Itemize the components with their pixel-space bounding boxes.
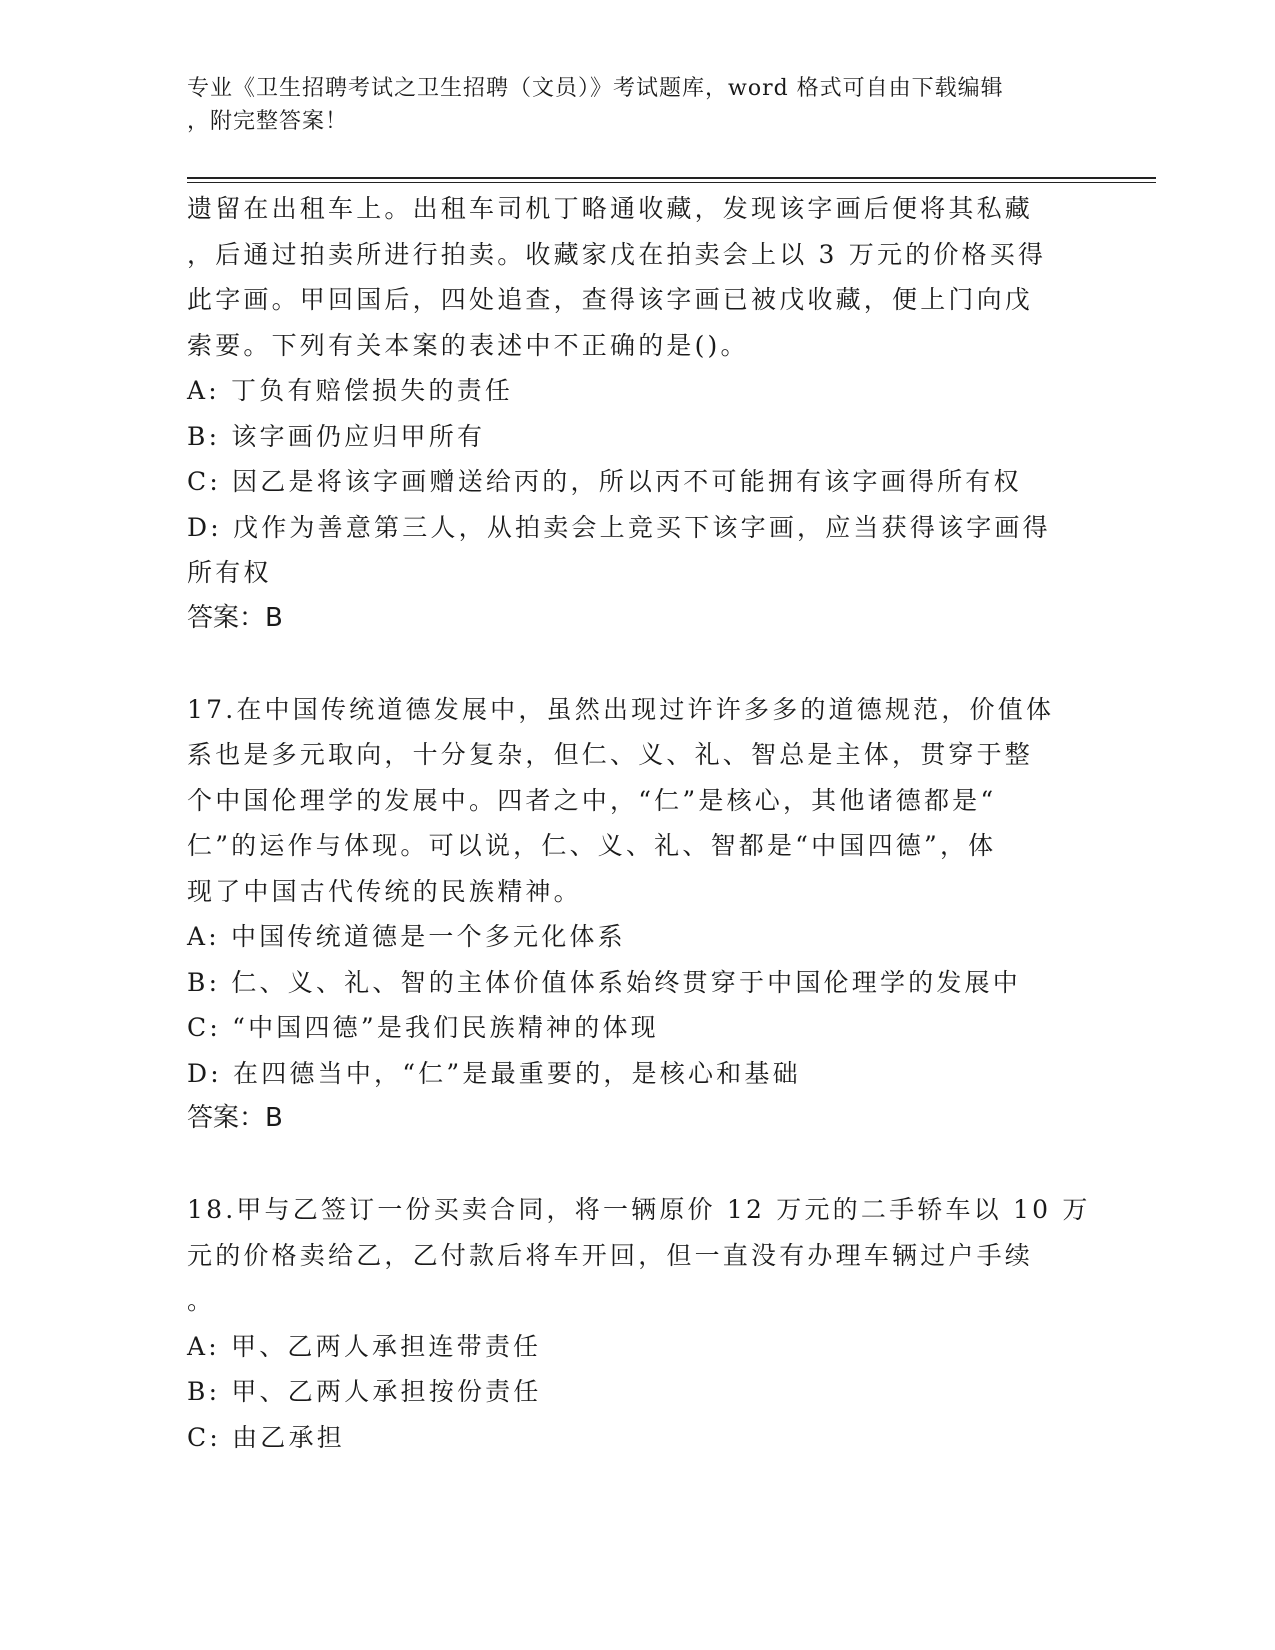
header-line: 专业《卫生招聘考试之卫生招聘（文员）》考试题库，word 格式可自由下载编辑 — [187, 76, 1004, 101]
question-stem-line: 仁”的运作与体现。可以说，仁、义、礼、智都是“中国四德”，体 — [187, 831, 997, 860]
document-header — [187, 72, 1067, 138]
option-c: C: “中国四德”是我们民族精神的体现 — [187, 1013, 659, 1042]
question-17 — [187, 687, 1087, 1142]
option-a: A: 甲、乙两人承担连带责任 — [187, 1331, 542, 1361]
question-16 — [187, 186, 1087, 641]
option-b: B: 甲、乙两人承担按份责任 — [187, 1377, 542, 1406]
option-a: A: 丁负有赔偿损失的责任 — [187, 376, 514, 405]
question-stem-line: 现了中国古代传统的民族精神。 — [187, 876, 582, 906]
option-a: A: 中国传统道德是一个多元化体系 — [187, 922, 626, 951]
question-stem-line: 遗留在出租车上。出租车司机丁略通收藏，发现该字画后便将其私藏 — [187, 194, 1034, 223]
option-d-continued: 所有权 — [187, 558, 272, 587]
question-stem-line: 索要。下列有关本案的表述中不正确的是()。 — [187, 330, 749, 360]
answer-label: 答案：B — [187, 1103, 283, 1133]
header-line: ，附完整答案！ — [187, 109, 349, 134]
question-stem-line: 个中国伦理学的发展中。四者之中，“仁”是核心，其他诸德都是“ — [187, 785, 997, 815]
question-stem-line: 18.甲与乙签订一份买卖合同，将一辆原价 12 万元的二手轿车以 10 万 — [187, 1195, 1091, 1224]
question-spacer — [187, 641, 1087, 687]
option-c: C: 由乙承担 — [187, 1422, 345, 1452]
option-d: D: 在四德当中，“仁”是最重要的，是核心和基础 — [187, 1058, 801, 1088]
answer-label: 答案：B — [187, 602, 283, 633]
question-stem-line: 元的价格卖给乙，乙付款后将车开回，但一直没有办理车辆过户手续 — [187, 1240, 1034, 1270]
question-list — [187, 186, 1091, 1460]
question-stem-line: 17.在中国传统道德发展中，虽然出现过许许多多的道德规范，价值体 — [187, 694, 1055, 724]
question-stem-line: 。 — [187, 1286, 216, 1315]
question-stem-line: 此字画。甲回国后，四处追查，查得该字画已被戊收藏，便上门向戊 — [187, 285, 1034, 314]
option-c: C: 因乙是将该字画赠送给丙的，所以丙不可能拥有该字画得所有权 — [187, 467, 1022, 496]
question-18 — [187, 1187, 1091, 1460]
option-b: B: 仁、义、礼、智的主体价值体系始终贯穿于中国伦理学的发展中 — [187, 967, 1021, 997]
question-spacer — [187, 1142, 1087, 1188]
question-stem-line: 系也是多元取向，十分复杂，但仁、义、礼、智总是主体，贯穿于整 — [187, 740, 1034, 769]
header-divider-thin — [187, 182, 1156, 183]
question-stem-line: ，后通过拍卖所进行拍卖。收藏家戊在拍卖会上以 3 万元的价格买得 — [187, 239, 1047, 269]
option-d: D: 戊作为善意第三人，从拍卖会上竞买下该字画，应当获得该字画得 — [187, 512, 1051, 542]
header-divider — [187, 177, 1156, 179]
option-b: B: 该字画仍应归甲所有 — [187, 421, 486, 451]
